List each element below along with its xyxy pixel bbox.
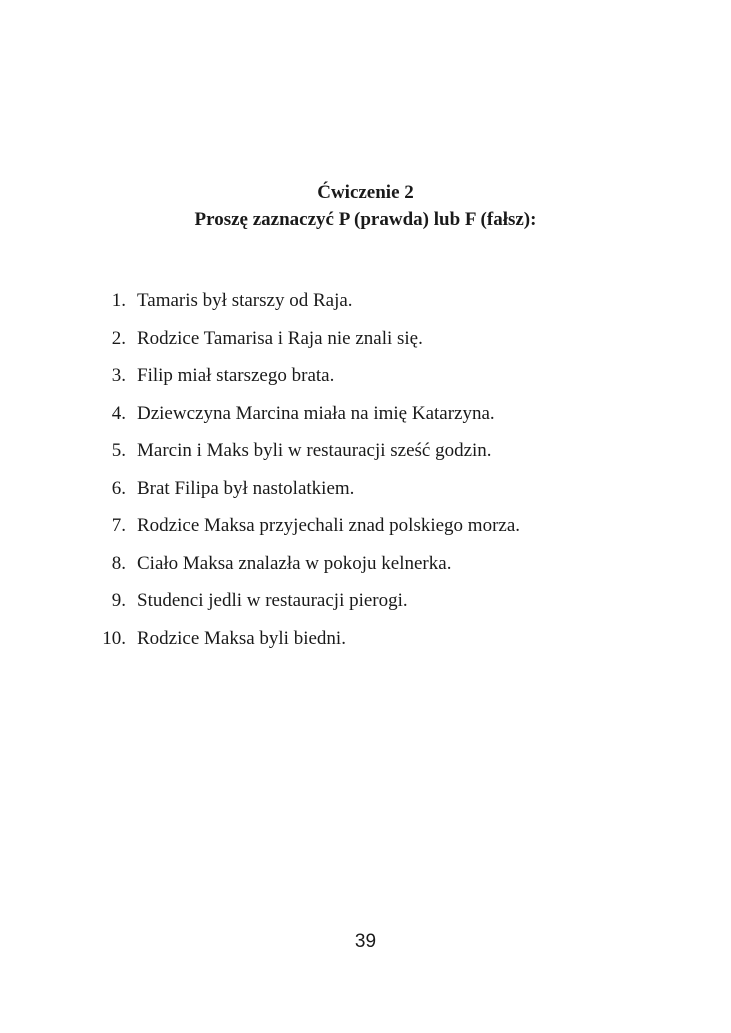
page-number: 39: [354, 931, 377, 952]
item-text: Rodzice Maksa przyjechali znad polskiego morza.: [137, 515, 521, 536]
item-number: 5.: [111, 440, 126, 461]
list-item: [0, 400, 731, 438]
list-item: [0, 325, 731, 363]
item-text: Marcin i Maks byli w restauracji sześć godzin.: [137, 440, 492, 461]
item-text: Tamaris był starszy od Raja.: [137, 290, 353, 311]
item-text: Filip miał starszego brata.: [137, 365, 335, 386]
list-item: [0, 362, 731, 400]
list-item: [0, 625, 731, 663]
item-text: Brat Filipa był nastolatkiem.: [137, 477, 355, 499]
list-item: [0, 587, 731, 625]
exercise-instruction: Proszę zaznaczyć P (prawda) lub F (fałsz):: [194, 209, 537, 230]
item-number: 7.: [111, 515, 126, 536]
item-number: 8.: [111, 552, 126, 574]
item-number: 1.: [111, 290, 126, 311]
item-number: 6.: [111, 477, 126, 499]
item-text: Rodzice Tamarisa i Raja nie znali się.: [137, 327, 423, 349]
list-item: [0, 512, 731, 550]
statement-list: [0, 287, 731, 662]
item-number: 2.: [111, 327, 126, 349]
exercise-title: Ćwiczenie 2: [317, 182, 414, 203]
item-text: Dziewczyna Marcina miała na imię Katarzyna.: [137, 402, 495, 424]
item-number: 9.: [111, 590, 126, 611]
list-item: [0, 475, 731, 513]
item-number: 10.: [102, 627, 126, 649]
item-number: 3.: [111, 365, 126, 386]
list-item: [0, 550, 731, 588]
item-text: Studenci jedli w restauracji pierogi.: [137, 590, 408, 611]
item-number: 4.: [111, 402, 126, 424]
item-text: Rodzice Maksa byli biedni.: [137, 627, 346, 649]
list-item: [0, 287, 731, 325]
item-text: Ciało Maksa znalazła w pokoju kelnerka.: [137, 552, 452, 574]
list-item: [0, 437, 731, 475]
